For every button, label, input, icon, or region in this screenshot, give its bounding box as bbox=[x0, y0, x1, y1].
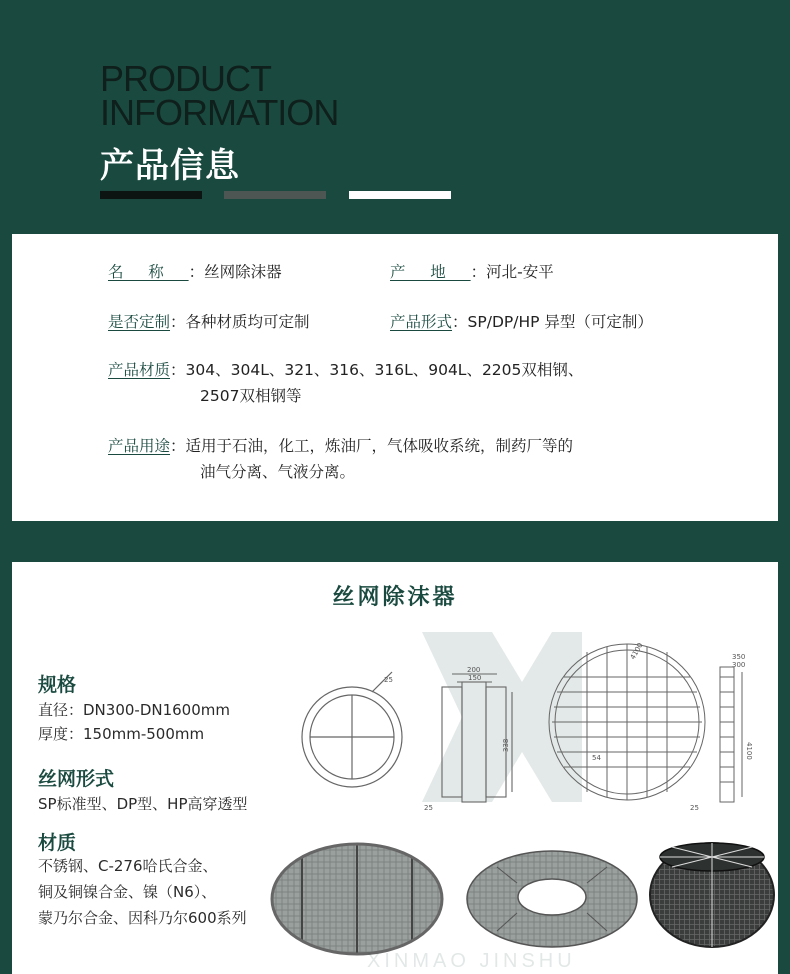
drawing-ladder-profile bbox=[720, 667, 742, 802]
form-value: SP/DP/HP 异型（可定制） bbox=[467, 313, 653, 331]
info-row-usage: 产品用途：适用于石油，化工，炼油厂，气体吸收系统，制药厂等的 bbox=[108, 434, 573, 458]
dim-150: 150 bbox=[468, 674, 482, 682]
material-label: 产品材质 bbox=[108, 361, 171, 379]
dim-54: 54 bbox=[592, 754, 601, 762]
origin-label: 产地 bbox=[390, 263, 471, 281]
usage-value-line1: 适用于石油，化工，炼油厂，气体吸收系统，制药厂等的 bbox=[185, 437, 574, 455]
technical-drawing bbox=[282, 612, 762, 822]
usage-label: 产品用途 bbox=[108, 437, 171, 455]
dim-200: 200 bbox=[467, 666, 481, 674]
origin-value: 河北-安平 bbox=[486, 263, 554, 281]
spec-title: 丝网除沫器 bbox=[332, 585, 458, 610]
wire-form-value: SP标准型、DP型、HP高穿透型 bbox=[38, 795, 248, 813]
info-row-form: 产品形式：SP/DP/HP 异型（可定制） bbox=[390, 310, 653, 334]
photo-ring-pad bbox=[467, 851, 637, 947]
material-line3: 蒙乃尔合金、因科乃尔600系列 bbox=[38, 909, 247, 927]
product-info-card bbox=[12, 234, 778, 521]
info-row-name: 名称：丝网除沫器 bbox=[108, 260, 282, 284]
info-row-material: 产品材质：304、304L、321、316、316L、904L、2205双相钢、 bbox=[108, 358, 583, 382]
usage-value-line2: 油气分离、气液分离。 bbox=[200, 463, 356, 481]
decor-bar-grey bbox=[224, 191, 326, 199]
material-value-line2: 2507双相钢等 bbox=[200, 387, 302, 405]
size-thickness: 厚度：150mm-500mm bbox=[38, 725, 205, 743]
dim-25-b: 25 bbox=[424, 804, 433, 812]
custom-value: 各种材质均可定制 bbox=[185, 313, 310, 331]
decor-bar-white bbox=[349, 191, 451, 199]
size-heading: 规格 bbox=[38, 674, 77, 696]
dim-4100-b: 4100 bbox=[745, 742, 753, 760]
material-value-line1: 304、304L、321、316、316L、904L、2205双相钢、 bbox=[185, 361, 584, 379]
watermark-logo bbox=[422, 632, 582, 802]
info-row-origin: 产地：河北-安平 bbox=[390, 260, 554, 284]
product-photos bbox=[267, 817, 777, 974]
dim-4100-a: 4100 bbox=[628, 641, 645, 661]
material-line2: 铜及铜镍合金、镍（N6）、 bbox=[38, 883, 217, 901]
title-english-line1: PRODUCT bbox=[100, 58, 271, 99]
dim-338: 338 bbox=[502, 738, 510, 752]
dim-300: 300 bbox=[732, 661, 746, 669]
title-chinese: 产品信息 bbox=[100, 146, 240, 186]
dim-25-a: 25 bbox=[384, 676, 393, 684]
name-label: 名称 bbox=[108, 263, 189, 281]
decor-bar-dark bbox=[100, 191, 202, 199]
form-label: 产品形式 bbox=[390, 313, 453, 331]
title-english bbox=[100, 58, 339, 133]
dim-350: 350 bbox=[732, 653, 746, 661]
drawing-ring-cross bbox=[302, 672, 402, 787]
material-heading: 材质 bbox=[38, 832, 77, 854]
photo-dark-radial-pad bbox=[650, 843, 774, 947]
size-diameter: 直径：DN300-DN1600mm bbox=[38, 701, 230, 719]
spec-card bbox=[12, 562, 778, 974]
photo-segmented-pad bbox=[272, 844, 442, 954]
title-english-line2: INFORMATION bbox=[100, 92, 339, 133]
watermark-text: XINMAO JINSHU bbox=[367, 950, 576, 972]
name-value: 丝网除沫器 bbox=[204, 263, 282, 281]
custom-label: 是否定制 bbox=[108, 313, 171, 331]
info-row-custom: 是否定制：各种材质均可定制 bbox=[108, 310, 310, 334]
material-line1: 不锈钢、C-276哈氏合金、 bbox=[38, 857, 218, 875]
wire-form-heading: 丝网形式 bbox=[38, 768, 115, 790]
dim-25-c: 25 bbox=[690, 804, 699, 812]
